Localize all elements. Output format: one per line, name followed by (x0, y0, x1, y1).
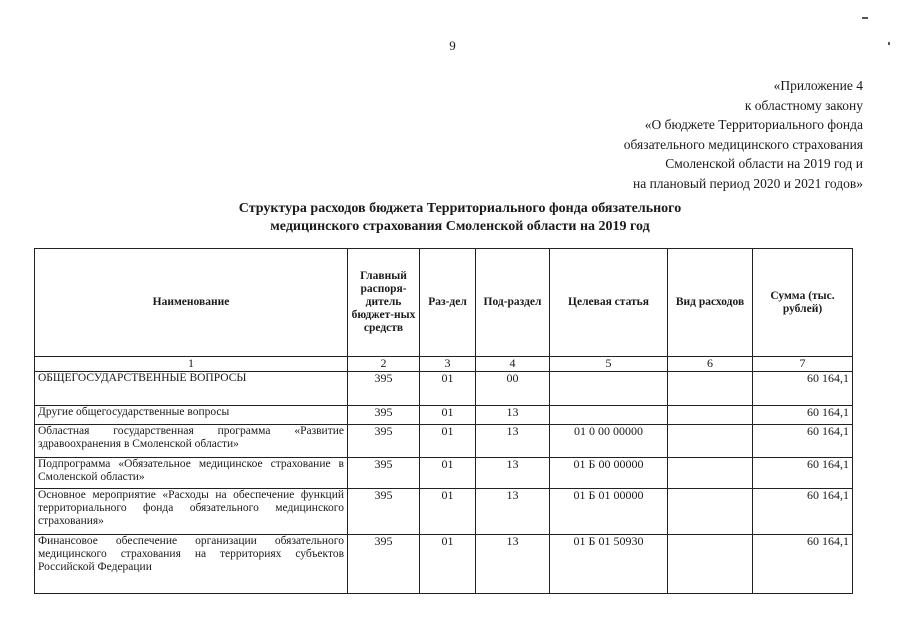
row-type (668, 535, 753, 594)
column-number: 2 (348, 357, 420, 372)
title-line-2: медицинского страхования Смоленской области на 2019 год (270, 219, 650, 234)
appendix-note (443, 76, 863, 193)
header-type: Вид расходов (668, 249, 753, 357)
row-amount: 60 164,1 (753, 489, 853, 535)
row-name: Финансовое обеспечение организации обязательного медицинского страхования на территориях субъектов Российской Федерации (35, 535, 348, 594)
budget-table (34, 248, 853, 594)
appendix-line: на плановый период 2020 и 2021 годов» (632, 175, 863, 191)
row-name: Подпрограмма «Обязательное медицинское страхование в Смоленской области» (35, 458, 348, 489)
row-name: ОБЩЕГОСУДАРСТВЕННЫЕ ВОПРОСЫ (35, 372, 348, 406)
row-amount: 60 164,1 (753, 425, 853, 458)
row-type (668, 406, 753, 425)
row-amount: 60 164,1 (753, 458, 853, 489)
row-manager: 395 (348, 489, 420, 535)
column-number: 6 (668, 357, 753, 372)
header-row (35, 249, 853, 357)
row-amount: 60 164,1 (753, 535, 853, 594)
row-section: 01 (420, 425, 476, 458)
appendix-line: к областному закону (744, 97, 863, 113)
row-subsection: 13 (476, 425, 550, 458)
row-manager: 395 (348, 425, 420, 458)
row-subsection: 13 (476, 406, 550, 425)
row-name: Другие общегосударственные вопросы (35, 406, 348, 425)
scan-speck (862, 17, 868, 19)
table-row (35, 489, 853, 535)
row-subsection: 13 (476, 535, 550, 594)
row-subsection: 13 (476, 489, 550, 535)
table-row (35, 425, 853, 458)
header-subsection: Под-раздел (476, 249, 550, 357)
table-row (35, 458, 853, 489)
scan-speck (888, 42, 890, 45)
row-section: 01 (420, 372, 476, 406)
row-name: Областная государственная программа «Развитие здравоохранения в Смоленской области» (35, 425, 348, 458)
row-target (550, 406, 668, 425)
column-number: 1 (35, 357, 348, 372)
row-type (668, 425, 753, 458)
row-section: 01 (420, 535, 476, 594)
column-number-row (35, 357, 853, 372)
row-section: 01 (420, 489, 476, 535)
column-number: 5 (550, 357, 668, 372)
row-target: 01 Б 00 00000 (550, 458, 668, 489)
row-manager: 395 (348, 372, 420, 406)
row-type (668, 372, 753, 406)
table-row (35, 406, 853, 425)
row-section: 01 (420, 458, 476, 489)
header-manager: Главный распоря-дитель бюджет-ных средств (348, 249, 420, 357)
row-subsection: 13 (476, 458, 550, 489)
appendix-line: обязательного медицинского страхования (623, 136, 863, 152)
column-number: 3 (420, 357, 476, 372)
table-row (35, 372, 853, 406)
row-target (550, 372, 668, 406)
column-number: 7 (753, 357, 853, 372)
header-amount: Сумма (тыс. рублей) (753, 249, 853, 357)
page-number: 9 (449, 38, 456, 53)
row-subsection: 00 (476, 372, 550, 406)
row-manager: 395 (348, 535, 420, 594)
title-line-1: Структура расходов бюджета Территориального фонда обязательного (238, 201, 682, 216)
header-section: Раз-дел (420, 249, 476, 357)
document-title (130, 200, 790, 236)
row-manager: 395 (348, 458, 420, 489)
row-section: 01 (420, 406, 476, 425)
row-amount: 60 164,1 (753, 372, 853, 406)
appendix-line: «О бюджете Территориального фонда (644, 117, 863, 132)
row-target: 01 0 00 00000 (550, 425, 668, 458)
appendix-line: Смоленской области на 2019 год и (665, 156, 863, 171)
row-manager: 395 (348, 406, 420, 425)
row-type (668, 458, 753, 489)
row-name: Основное мероприятие «Расходы на обеспечение функций территориального фонда обязательного медицинского страхования» (35, 489, 348, 535)
row-type (668, 489, 753, 535)
row-amount: 60 164,1 (753, 406, 853, 425)
row-target: 01 Б 01 00000 (550, 489, 668, 535)
column-number: 4 (476, 357, 550, 372)
row-target: 01 Б 01 50930 (550, 535, 668, 594)
header-name: Наименование (35, 249, 348, 357)
header-target: Целевая статья (550, 249, 668, 357)
table-row (35, 535, 853, 594)
appendix-line: «Приложение 4 (773, 78, 863, 93)
